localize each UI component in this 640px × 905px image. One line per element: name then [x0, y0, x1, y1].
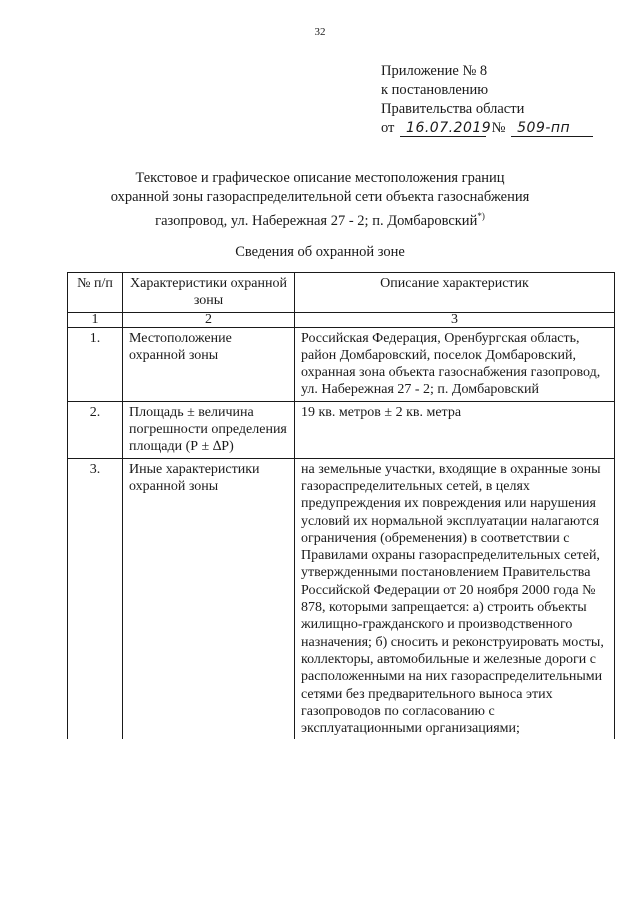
header-number: № п/п [68, 273, 123, 313]
page-number: 32 [314, 26, 326, 38]
row-characteristic: Местоположение охранной зоны [123, 327, 295, 401]
title-line-1: Текстовое и графическое описание местоположения границ [135, 170, 505, 186]
row-description: Российская Федерация, Оренбургская область, район Домбаровский, поселок Домбаровский, охранная зона объекта газоснабжения газопровод, ул. Набережная 27 - 2; п. Домбаровский [295, 327, 615, 401]
section-subtitle: Сведения об охранной зоне [235, 244, 405, 260]
title-footnote-mark: *) [477, 211, 485, 221]
row-characteristic: Иные характеристики охранной зоны [123, 458, 295, 739]
appendix-from-prefix: от [381, 120, 395, 136]
row-number: 2. [68, 401, 123, 458]
appendix-number-sign: № [491, 120, 506, 136]
row-description: 19 кв. метров ± 2 кв. метра [295, 401, 615, 458]
header-characteristic: Характеристики охранной зоны [123, 273, 295, 313]
appendix-government-line: Правительства области [381, 101, 525, 117]
row-number: 3. [68, 458, 123, 739]
title-line-2: охранной зоны газораспределительной сети объекта газоснабжения [110, 189, 530, 205]
appendix-date-line [381, 119, 595, 138]
appendix-block [381, 62, 595, 138]
column-number-3: 3 [295, 312, 615, 327]
title-line-3-text: газопровод, ул. Набережная 27 - 2; п. Домбаровский [155, 212, 478, 229]
appendix-date: 16.07.2019 [400, 121, 486, 137]
table-row [68, 458, 615, 739]
row-characteristic: Площадь ± величина погрешности определения площади (Р ± ∆Р) [123, 401, 295, 458]
column-number-1: 1 [68, 312, 123, 327]
table-header-row [68, 273, 615, 313]
column-number-2: 2 [123, 312, 295, 327]
title-line-3 [60, 207, 580, 231]
row-description: на земельные участки, входящие в охранные зоны газораспределительных сетей, в целях предупреждения их повреждения или нарушения условий их нормальной эксплуатации налагаются ограничения (обременения) в соответствии с Правилами охраны газораспределительных сетей, утвержденными постановлением Правительства Российской Федерации от 20 ноября 2000 года № 878, которыми запрещается: а) строить объекты жилищно-гражданского и производственного назначения; б) сносить и реконструировать мосты, коллекторы, автомобильные и железные дороги с расположенными на них газораспределительными сетями без предварительного выноса этих газопроводов по согласованию с эксплуатационными организациями; [295, 458, 615, 739]
column-numbers-row [68, 312, 615, 327]
row-number: 1. [68, 327, 123, 401]
appendix-title: Приложение № 8 [381, 63, 488, 79]
table-row [68, 327, 615, 401]
appendix-number: 509-пп [511, 121, 593, 137]
header-description: Описание характеристик [295, 273, 615, 313]
document-title [60, 169, 580, 231]
zone-table [67, 272, 615, 739]
appendix-resolution-line: к постановлению [381, 82, 489, 98]
table-row [68, 401, 615, 458]
